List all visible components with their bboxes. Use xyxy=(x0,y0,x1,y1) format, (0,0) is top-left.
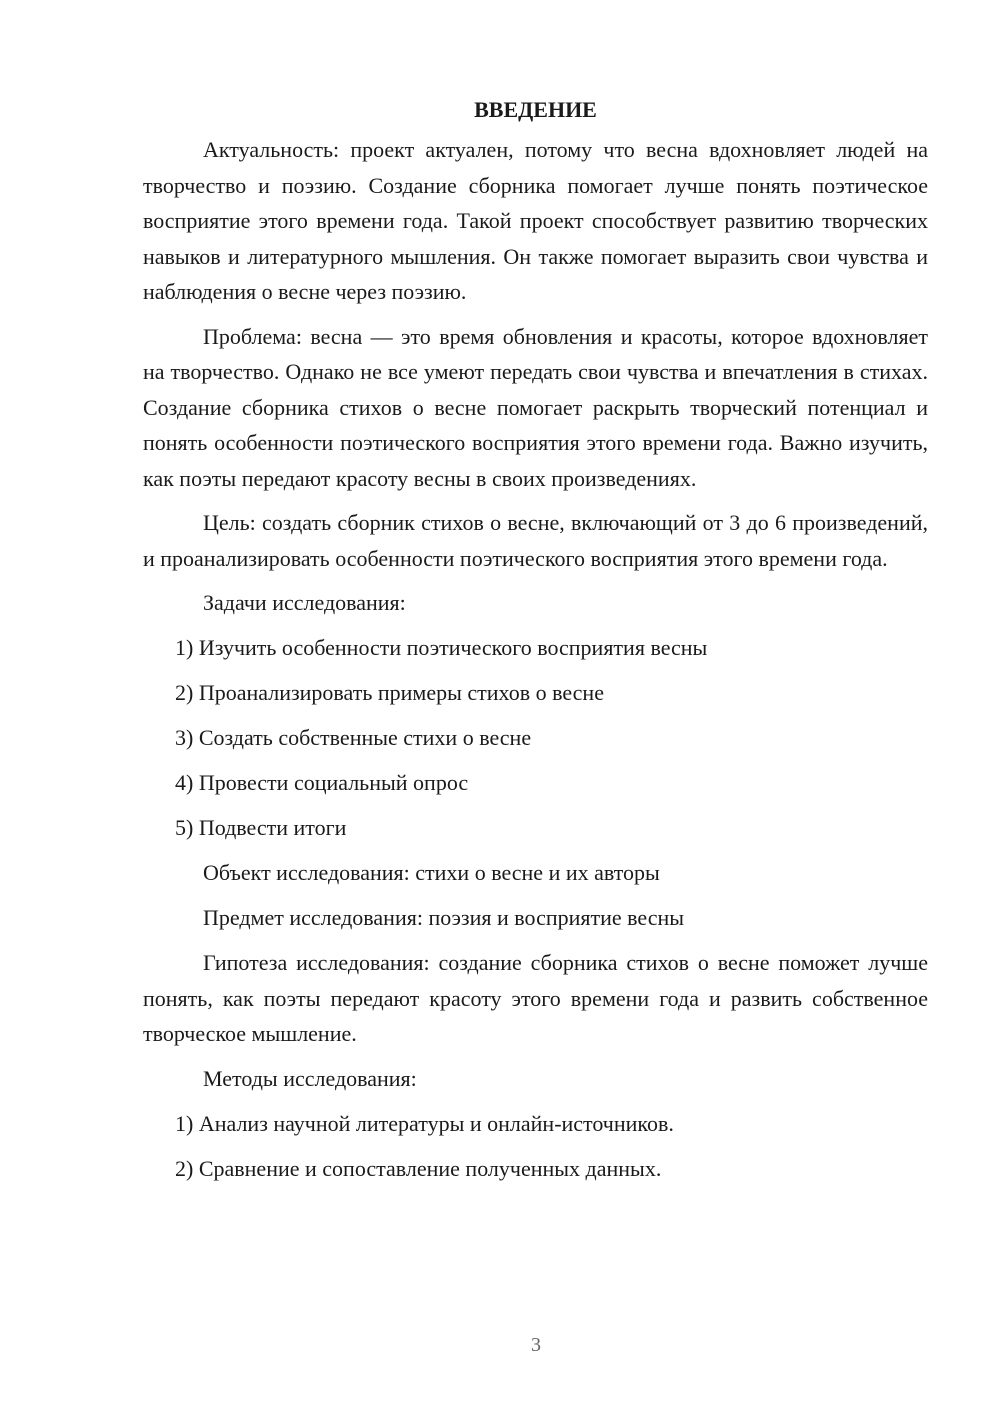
problem-paragraph: Проблема: весна — это время обновления и красоты, которое вдохновляет на творчество. Однако не все умеют передать свои чувства и впечатления в стихах. Создание сборника стихов о весне помогает раскрыть творческий потенциал и понять особенности поэтического восприятия этого времени года. Важно изучить, как поэты передают красоту весны в своих произведениях. xyxy=(143,323,928,491)
methods-heading: Методы исследования: xyxy=(203,1065,417,1091)
list-item: 2) Проанализировать примеры стихов о весне xyxy=(175,680,604,705)
tasks-heading: Задачи исследования: xyxy=(203,590,406,615)
list-item: 4) Провести социальный опрос xyxy=(175,770,469,795)
list-item: 3) Создать собственные стихи о весне xyxy=(175,725,532,750)
tasks-list xyxy=(143,630,928,846)
list-item: 1) Анализ научной литературы и онлайн-источников. xyxy=(175,1110,674,1136)
research-subject: Предмет исследования: поэзия и восприятие весны xyxy=(203,905,685,930)
list-item: 1) Изучить особенности поэтического восприятия весны xyxy=(175,635,708,660)
hypothesis-paragraph: Гипотеза исследования: создание сборника стихов о весне поможет лучше понять, как поэты передают красоту этого времени года и развить собственное творческое мышление. xyxy=(143,950,928,1046)
document-page xyxy=(143,94,928,1196)
list-item: 2) Сравнение и сопоставление полученных данных. xyxy=(175,1155,662,1181)
goal-paragraph: Цель: создать сборник стихов о весне, включающий от 3 до 6 произведений, и проанализировать особенности поэтического восприятия этого времени года. xyxy=(143,510,928,571)
research-object: Объект исследования: стихи о весне и их авторы xyxy=(203,860,660,885)
methods-list xyxy=(143,1106,928,1187)
page-title: ВВЕДЕНИЕ xyxy=(474,97,597,122)
list-item: 5) Подвести итоги xyxy=(175,815,347,840)
page-number: 3 xyxy=(531,1334,541,1356)
relevance-paragraph: Актуальность: проект актуален, потому что весна вдохновляет людей на творчество и поэзию. Создание сборника помогает лучше понять поэтическое восприятие этого времени года. Такой проект способствует развитию творческих навыков и литературного мышления. Он также помогает выразить свои чувства и наблюдения о весне через поэзию. xyxy=(143,137,928,304)
